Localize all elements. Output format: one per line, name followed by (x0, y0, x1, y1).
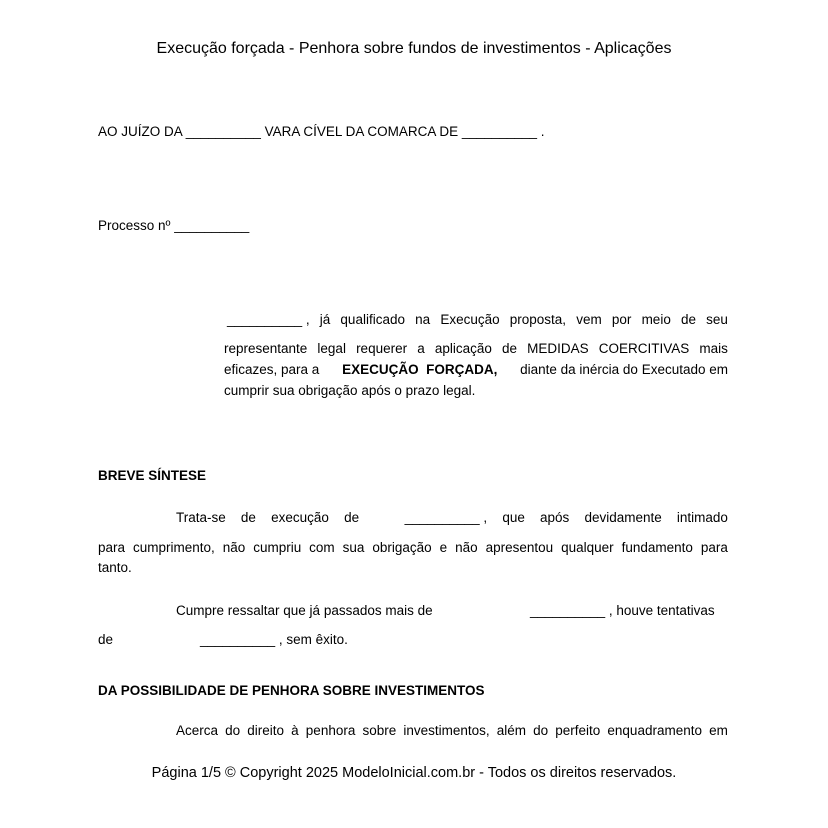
word: legal (317, 341, 346, 356)
word: __________ , (404, 510, 488, 525)
word: de (240, 510, 256, 525)
intro-line-4: cumprir sua obrigação após o prazo legal. (224, 383, 476, 398)
section-heading-breve-sintese: BREVE SÍNTESE (98, 468, 207, 483)
word: não (455, 540, 478, 555)
word: perfeito (555, 723, 601, 738)
word: aplicação (434, 341, 492, 356)
word: apresentou (485, 540, 554, 555)
intro-line-3-end: diante da inércia do Executado em (516, 362, 728, 377)
word: cumprimento, (132, 540, 215, 555)
word: seu (706, 312, 728, 327)
word: por (611, 312, 632, 327)
word: fundamento (621, 540, 693, 555)
word: cumpriu (253, 540, 302, 555)
word: de (680, 312, 697, 327)
word: para (98, 540, 126, 555)
page-footer: Página 1/5 © Copyright 2025 ModeloInicial.com.br - Todos os direitos reservados. (151, 765, 677, 781)
word: que (502, 510, 525, 525)
intro-line-3 (224, 362, 728, 377)
word: em (709, 723, 728, 738)
word: a (417, 341, 425, 356)
word: não (222, 540, 246, 555)
word: sua (342, 540, 365, 555)
intro-line-2 (224, 341, 728, 356)
word: qualificado (340, 312, 405, 327)
word: do (225, 723, 241, 738)
word: representante (224, 341, 308, 356)
word: Acerca (176, 723, 219, 738)
word: meio (641, 312, 671, 327)
word: sobre (362, 723, 397, 738)
word: penhora (305, 723, 356, 738)
word: mais (699, 341, 728, 356)
word: obrigação (372, 540, 432, 555)
addressee-line: AO JUÍZO DA __________ VARA CÍVEL DA COMARCA DE __________ . (98, 124, 545, 139)
word: do (533, 723, 549, 738)
word: direito (247, 723, 285, 738)
word: requerer (356, 341, 408, 356)
intro-line-3-bold: EXECUÇÃO FORÇADA, (342, 362, 498, 377)
word: de (344, 510, 360, 525)
word: Execução (440, 312, 500, 327)
word: __________ , (227, 312, 310, 327)
section2-p1-line-1 (176, 723, 728, 738)
word: execução (271, 510, 329, 525)
process-number: Processo nº __________ (98, 218, 250, 233)
word: após (540, 510, 570, 525)
word: MEDIDAS (527, 341, 589, 356)
section1-p2-line-2-start: de (98, 632, 114, 647)
section1-p1-line-3: tanto. (98, 560, 132, 575)
word: intimado (676, 510, 728, 525)
word: Trata-se (176, 510, 226, 525)
document-header-title: Execução forçada - Penhora sobre fundos de investimentos - Aplicações (156, 40, 672, 57)
section1-p2-line-2-end: __________ , sem êxito. (200, 632, 348, 647)
word: à (291, 723, 299, 738)
word: enquadramento (607, 723, 702, 738)
word: na (415, 312, 431, 327)
section-heading-penhora-investimentos: DA POSSIBILIDADE DE PENHORA SOBRE INVESTIMENTOS (98, 683, 485, 698)
word: vem (576, 312, 602, 327)
word: qualquer (561, 540, 614, 555)
section1-p1-line-2 (98, 540, 728, 555)
intro-line-1 (227, 312, 728, 327)
word: COERCITIVAS (598, 341, 690, 356)
word: de (501, 341, 518, 356)
word: proposta, (509, 312, 567, 327)
word: devidamente (584, 510, 662, 525)
word: já (319, 312, 331, 327)
word: e (439, 540, 448, 555)
word: investimentos, (403, 723, 490, 738)
section1-p2-line-1-end: __________ , houve tentativas (530, 603, 715, 618)
intro-line-3-start: eficazes, para a (224, 362, 324, 377)
word: para (700, 540, 728, 555)
section1-p1-line-1 (176, 510, 728, 525)
word: com (309, 540, 335, 555)
word: além (496, 723, 527, 738)
section1-p2-line-1-start: Cumpre ressaltar que já passados mais de (176, 603, 433, 618)
